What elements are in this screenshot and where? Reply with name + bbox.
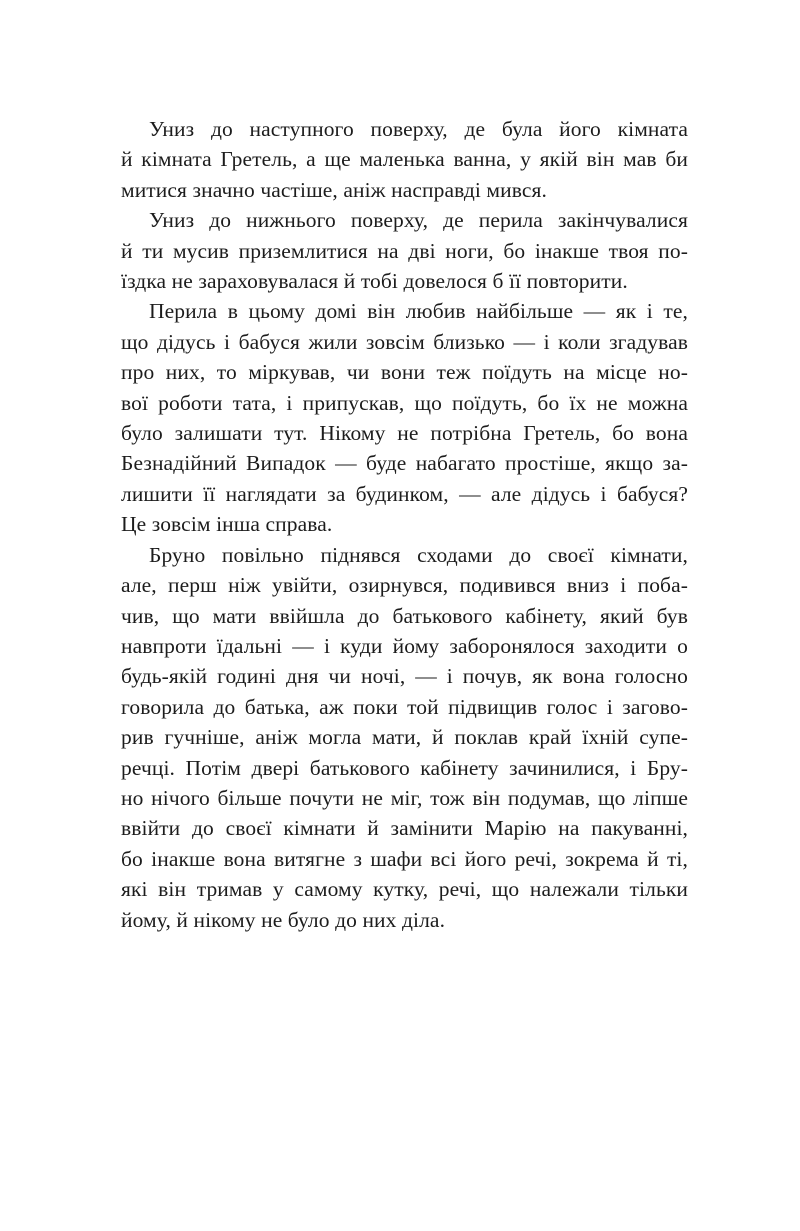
text-line: Бруно повільно піднявся сходами до своєї кімнати, (149, 542, 688, 567)
paragraph-3 (121, 296, 688, 539)
text-line: ввійти до своєї кімнати й замінити Марію на пакуванні, (121, 816, 688, 841)
text-line: Униз до нижнього поверху, де перила закінчувалися (149, 208, 688, 233)
text-line: які він тримав у самому кутку, речі, що належали тільки (121, 877, 688, 902)
text-line: й кімната Гретель, а ще маленька ванна, у якій він мав би (121, 147, 688, 172)
text-line: Це зовсім інша справа. (121, 512, 333, 537)
text-line: їздка не зараховувалася й тобі довелося б її повторити. (121, 269, 628, 294)
text-line: вої роботи тата, і припускав, що поїдуть, бо їх не можна (121, 390, 688, 415)
text-line: йому, й нікому не було до них діла. (121, 907, 446, 932)
text-line: рив гучніше, аніж могла мати, й поклав край їхній супе- (121, 725, 688, 750)
text-line: лишити її наглядати за будинком, — але дідусь і бабуся? (121, 481, 688, 506)
text-line: що дідусь і бабуся жили зовсім близько — і коли згадував (121, 329, 688, 354)
body-text (121, 114, 688, 935)
text-line: й ти мусив приземлитися на дві ноги, бо інакше твоя по- (121, 238, 688, 263)
text-line: говорила до батька, аж поки той підвищив голос і загово- (121, 694, 688, 719)
text-line: бо інакше вона витягне з шафи всі його речі, зокрема й ті, (121, 846, 688, 871)
text-line: митися значно частіше, аніж насправді мився. (121, 177, 547, 202)
text-line: чив, що мати ввійшла до батькового кабінету, який був (121, 603, 688, 628)
text-line: навпроти їдальні — і куди йому заборонялося заходити о (121, 633, 688, 658)
text-line: но нічого більше почути не міг, тож він подумав, що ліпше (121, 785, 688, 810)
text-line: Безнадійний Випадок — буде набагато простіше, якщо за- (121, 451, 688, 476)
text-line: про них, то міркував, чи вони теж поїдуть на місце но- (121, 360, 688, 385)
paragraph-4 (121, 540, 688, 935)
text-line: було залишати тут. Нікому не потрібна Гретель, бо вона (121, 421, 688, 446)
text-line: але, перш ніж увійти, озирнувся, подивився вниз і поба- (121, 573, 688, 598)
paragraph-2 (121, 205, 688, 296)
paragraph-1 (121, 114, 688, 205)
text-line: Перила в цьому домі він любив найбільше — як і те, (149, 299, 688, 324)
text-line: речці. Потім двері батькового кабінету зачинилися, і Бру- (121, 755, 688, 780)
text-line: будь-якій годині дня чи ночі, — і почув, як вона голосно (121, 664, 688, 689)
text-line: Униз до наступного поверху, де була його кімната (149, 117, 688, 141)
